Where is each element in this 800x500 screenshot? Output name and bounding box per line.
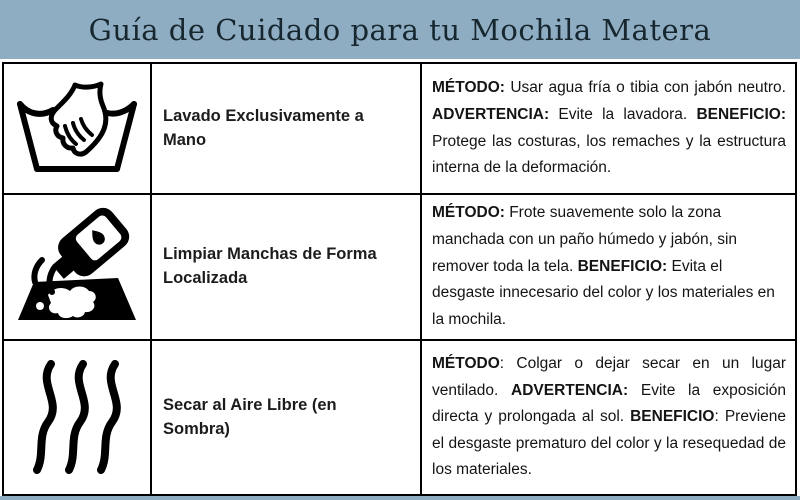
footer-strip [0, 496, 800, 500]
desc-text: Evite la exposición directa y prolongada al sol. [432, 381, 786, 426]
care-step-title: Secar al Aire Libre (en Sombra) [152, 341, 422, 494]
spot-clean-icon [4, 195, 152, 341]
desc-label: MÉTODO [432, 354, 500, 372]
desc-text: Protege las costuras, los remaches y la estructura interna de la deformación. [432, 132, 786, 177]
air-dry-icon [4, 341, 152, 494]
page-title: Guía de Cuidado para tu Mochila Matera [88, 12, 712, 47]
desc-text: : Previene el desgaste prematuro del color y la resequedad de los materiales. [432, 408, 786, 479]
care-step-description [422, 341, 795, 494]
description-text [432, 351, 786, 484]
desc-text: Usar agua fría o tibia con jabón neutro. [510, 79, 786, 97]
desc-label: MÉTODO: [432, 79, 511, 97]
care-step-description [422, 195, 795, 341]
desc-label: BENEFICIO [630, 408, 715, 426]
desc-text: : Colgar o dejar secar en un lugar ventilado. [432, 354, 786, 399]
desc-text: Frote suavemente solo la zona manchada con un paño húmedo y jabón, sin remover toda la tela. [432, 204, 738, 275]
care-step-description [422, 64, 795, 195]
desc-label: BENEFICIO: [696, 105, 786, 123]
desc-text: Evita el desgaste innecesario del color y los materiales en la mochila. [432, 257, 775, 328]
description-text [432, 200, 786, 333]
care-guide-table [2, 62, 797, 496]
desc-label: ADVERTENCIA: [432, 105, 559, 123]
hand-wash-icon [4, 64, 152, 195]
description-text [432, 75, 786, 182]
care-step-title: Lavado Exclusivamente a Mano [152, 64, 422, 195]
desc-text: Evite la lavadora. [558, 105, 697, 123]
desc-label: MÉTODO: [432, 204, 510, 222]
header-banner [0, 0, 800, 59]
desc-label: ADVERTENCIA: [511, 381, 641, 399]
care-step-title: Limpiar Manchas de Forma Localizada [152, 195, 422, 341]
desc-label: BENEFICIO: [577, 257, 672, 275]
